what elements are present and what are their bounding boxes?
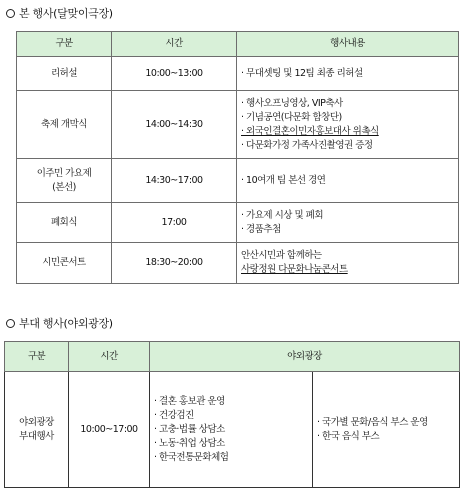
section-title-main-event (6, 5, 113, 21)
circle-bullet-icon (6, 9, 15, 18)
header-time: 시간 (69, 342, 150, 372)
side-event-table (4, 341, 460, 488)
circle-bullet-icon (6, 319, 15, 328)
row-content (237, 243, 459, 284)
row-content-right (313, 372, 460, 488)
row-content-left (150, 372, 313, 488)
row-time: 17:00 (112, 203, 237, 243)
content-item: · 외국인결혼이민자홍보대사 위촉식 (241, 125, 379, 137)
content-item: · 한국 음식 부스 (317, 430, 380, 442)
content-item: · 노동·취업 상담소 (154, 437, 225, 449)
table-row (17, 91, 459, 159)
table-row (17, 243, 459, 284)
content-item: · 10여개 팀 본선 경연 (241, 174, 326, 186)
row-content (237, 91, 459, 159)
row-category-line: 부대행사 (19, 430, 54, 442)
row-category (17, 159, 112, 203)
content-item: 사랑정원 다문화나눔콘서트 (241, 264, 348, 275)
row-category-line: (본선) (52, 181, 76, 193)
row-category: 폐회식 (17, 203, 112, 243)
row-content (237, 57, 459, 91)
row-time: 18:30~20:00 (112, 243, 237, 284)
header-category: 구분 (5, 342, 69, 372)
table-row (17, 203, 459, 243)
content-item: · 행사오프닝영상, VIP축사 (241, 97, 343, 109)
section-title-text: 본 행사(달맞이극장) (19, 7, 113, 20)
content-item: · 기념공연(다문화 합창단) (241, 111, 342, 123)
table-row (17, 57, 459, 91)
row-category-line: 이주민 가요제 (36, 167, 92, 179)
header-time: 시간 (112, 32, 237, 57)
section-title-side-event (6, 315, 113, 331)
row-time: 10:00~17:00 (69, 372, 150, 488)
row-content (237, 159, 459, 203)
content-item: · 다문화가정 가족사진촬영권 증정 (241, 139, 373, 151)
content-item: · 결혼 홍보관 운영 (154, 395, 225, 407)
row-time: 14:00~14:30 (112, 91, 237, 159)
content-item: · 가요제 시상 및 폐회 (241, 209, 324, 221)
row-category: 시민콘서트 (17, 243, 112, 284)
header-category: 구분 (17, 32, 112, 57)
content-item: 안산시민과 함께하는 (241, 250, 322, 261)
header-content: 행사내용 (237, 32, 459, 57)
table-row (17, 159, 459, 203)
content-item: · 고충·법률 상담소 (154, 423, 225, 435)
row-category-line: 야외광장 (19, 416, 54, 428)
row-time: 14:30~17:00 (112, 159, 237, 203)
row-category: 축제 개막식 (17, 91, 112, 159)
row-category: 리허설 (17, 57, 112, 91)
table-header-row (5, 342, 460, 372)
section-title-text: 부대 행사(야외광장) (19, 317, 113, 330)
table-row (5, 372, 460, 488)
content-item: · 국가별 문화/음식 부스 운영 (317, 416, 428, 428)
content-item: · 경품추첨 (241, 223, 281, 235)
header-outdoor-plaza: 야외광장 (150, 342, 460, 372)
main-event-table (16, 31, 459, 284)
row-category (5, 372, 69, 488)
table-header-row (17, 32, 459, 57)
row-time: 10:00~13:00 (112, 57, 237, 91)
content-item: · 한국전통문화체험 (154, 451, 229, 463)
content-item: · 무대셋팅 및 12팀 최종 리허설 (241, 67, 363, 79)
content-item: · 건강검진 (154, 409, 194, 421)
row-content (237, 203, 459, 243)
